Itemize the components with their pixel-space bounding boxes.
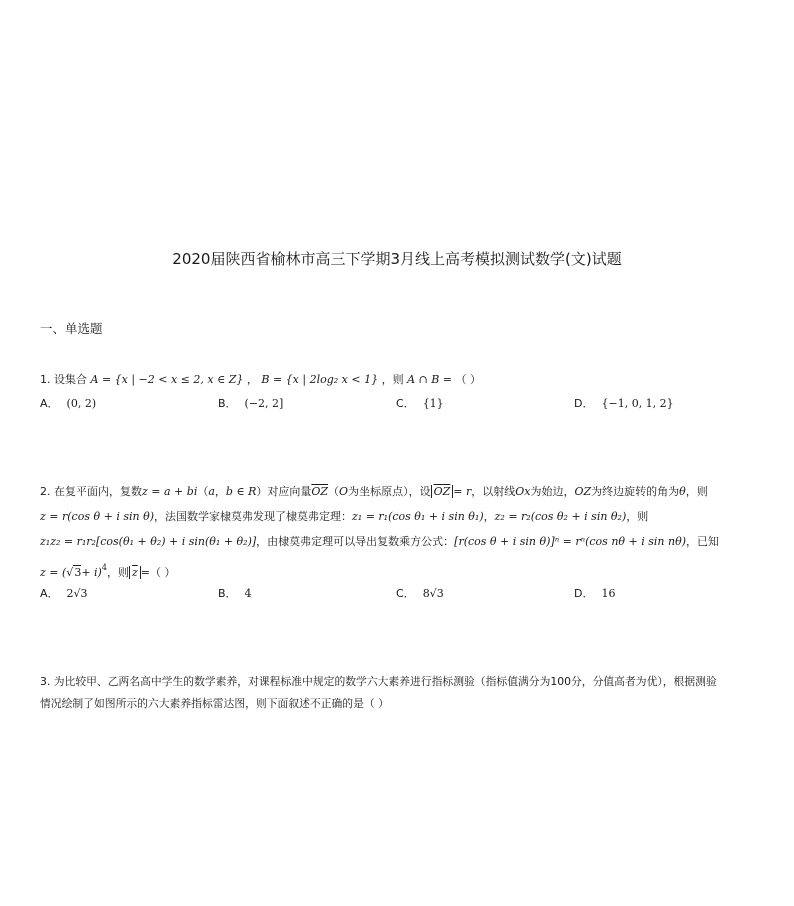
stem-text: ， <box>246 373 258 386</box>
stem-text: ，则 <box>381 373 404 386</box>
sqrt-radicand: 3 <box>74 566 82 579</box>
question-1-options <box>40 396 760 412</box>
stem-text: ， <box>483 510 495 523</box>
stem-text: ，则 <box>626 510 649 523</box>
stem-text: （ <box>328 485 340 498</box>
question-2-stem-line-4 <box>40 560 770 581</box>
math-expression: B = {x | 2log₂ x < 1} <box>261 373 379 386</box>
stem-text: ，已知 <box>686 535 719 548</box>
option-label: B． <box>218 397 237 410</box>
sqrt-symbol: √ <box>66 566 74 579</box>
option-label: C． <box>396 587 415 600</box>
math-expression: z = r(cos θ + i sin θ) <box>40 510 154 523</box>
option-value: 16 <box>601 587 616 600</box>
stem-text: ， <box>214 485 226 498</box>
question-2-stem-line-2 <box>40 509 770 525</box>
question-2-options <box>40 586 760 602</box>
option-value: (0, 2) <box>66 397 97 410</box>
option-value: 8√3 <box>422 587 444 600</box>
option-value: {−1, 0, 1, 2} <box>601 397 674 410</box>
option-label: A． <box>40 397 59 410</box>
math-expression: a <box>208 485 215 498</box>
option-label: B． <box>218 587 237 600</box>
option-value: (−2, 2] <box>244 397 284 410</box>
math-expression: b ∈ R <box>225 485 257 498</box>
option-b <box>218 396 283 412</box>
conjugate-modulus: $\overline{z}$ <box>129 566 141 579</box>
document-title: 2020届陕西省榆林市高三下学期3月线上高考模拟测试数学(文)试题 <box>172 250 622 268</box>
math-expression: + i) <box>81 566 102 579</box>
question-3-stem-line-2: 情况绘制了如图所示的六大素养指标雷达图，则下面叙述不正确的是（ ） <box>40 697 389 710</box>
math-expression: z = a + bi <box>142 485 198 498</box>
math-expression: OZ <box>574 485 592 498</box>
math-expression: A = {x | −2 < x ≤ 2, x ∈ Z} <box>90 373 244 386</box>
stem-text: ，由棣莫弗定理可以导出复数乘方公式： <box>256 535 455 548</box>
vector-oz: $\overline{OZ}$ <box>311 485 329 498</box>
option-b <box>218 586 252 602</box>
math-expression: O <box>339 485 349 498</box>
math-expression: Ox <box>515 485 531 498</box>
stem-text: ，法国数学家棣莫弗发现了棣莫弗定理： <box>154 510 352 523</box>
option-value: 4 <box>244 587 252 600</box>
stem-text: （ <box>197 485 209 498</box>
question-2-stem-line-3 <box>40 534 770 550</box>
math-expression: = <box>140 566 150 579</box>
stem-text: 为终边旋转的角为 <box>591 485 680 498</box>
option-d <box>574 586 615 602</box>
stem-text: ）对应向量 <box>256 485 312 498</box>
math-expression: z = ( <box>40 566 67 579</box>
stem-text: 为坐标原点），设 <box>348 485 431 498</box>
option-c <box>396 396 444 412</box>
stem-text: ，则 <box>685 485 708 498</box>
math-expression: A ∩ B = <box>407 373 453 386</box>
option-value: {1} <box>422 397 444 410</box>
question-number: 2. <box>40 485 51 498</box>
question-number: 1. <box>40 373 51 386</box>
stem-text: ，以射线 <box>471 485 516 498</box>
question-1-stem <box>40 372 770 388</box>
option-label: D． <box>574 587 594 600</box>
exponent: 4 <box>101 563 107 572</box>
option-label: C． <box>396 397 415 410</box>
option-label: D． <box>574 397 594 410</box>
answer-blank: （ ） <box>455 373 482 386</box>
math-expression: θ <box>679 485 686 498</box>
option-c <box>396 586 444 602</box>
option-a <box>40 396 96 412</box>
math-expression: = r <box>453 485 472 498</box>
option-a <box>40 586 88 602</box>
stem-text: 设集合 <box>54 373 87 386</box>
option-label: A． <box>40 587 59 600</box>
option-d <box>574 396 674 412</box>
section-heading: 一、单选题 <box>40 321 103 336</box>
math-expression: [r(cos θ + i sin θ)]ⁿ = rⁿ(cos nθ + i sin nθ) <box>454 535 686 548</box>
vector-oz-modulus: $\overline{OZ}$ <box>431 485 454 498</box>
answer-blank: （ ） <box>149 566 176 579</box>
stem-text: 在复平面内，复数 <box>54 485 142 498</box>
math-expression: z₂ = r₂(cos θ₂ + i sin θ₂) <box>494 510 627 523</box>
question-2-stem-line-1 <box>40 484 770 500</box>
stem-text: 为始边， <box>530 485 575 498</box>
question-3-stem-line-1: 3. 为比较甲、乙两名高中学生的数学素养，对课程标准中规定的数学六大素养进行指标测验（指标值满分为100分，分值高者为优），根据测验 <box>40 675 717 688</box>
math-expression: z₁z₂ = r₁r₂[cos(θ₁ + θ₂) + i sin(θ₁ + θ₂)] <box>40 535 257 548</box>
stem-text: ，则 <box>106 566 129 579</box>
math-expression: z₁ = r₁(cos θ₁ + i sin θ₁) <box>352 510 484 523</box>
option-value: 2√3 <box>66 587 88 600</box>
